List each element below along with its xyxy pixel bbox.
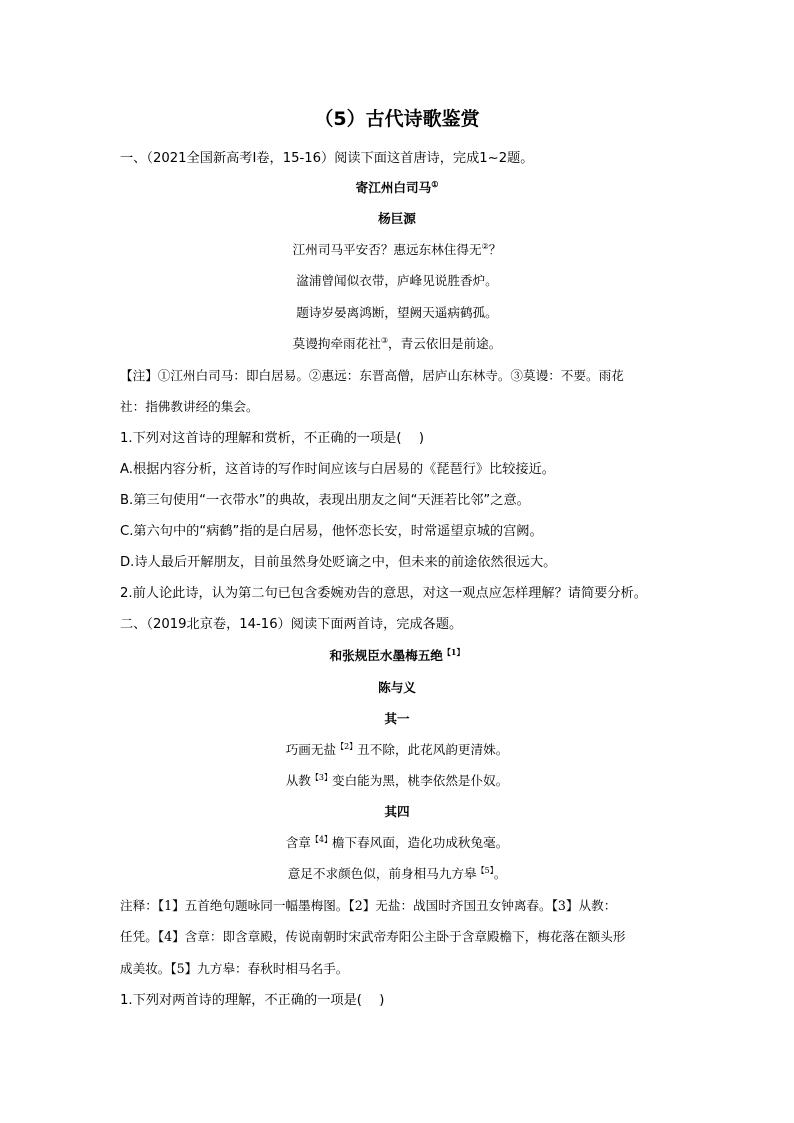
poem1-line-text: 湓浦曾闻似衣带，庐峰见说胜香炉。 [296, 273, 498, 288]
poem1-line [0, 239, 794, 258]
poem1-line-text: 江州司马平安否？惠远东林住得无 [292, 242, 482, 257]
poem1-line-note: ② [481, 241, 489, 251]
poem2-line-note: 【3】 [310, 772, 332, 782]
poem1-line-note: ③ [380, 335, 388, 345]
poem2-line-note: 【5】 [476, 865, 494, 875]
poem1-line-text: 莫谩拘牵雨花社 [292, 336, 381, 351]
poem2-title-note: 【1】 [442, 646, 465, 657]
poem2-line [0, 863, 794, 882]
poem2-line [0, 739, 794, 758]
option-b: B.第三句使用“一衣带水”的典故，表现出朋友之间“天涯若比邻”之意。 [120, 493, 530, 508]
poem1-line-end: ？ [488, 242, 502, 257]
option-d: D.诗人最后开解朋友，目前虽然身处贬谪之中，但未来的前途依然很远大。 [120, 555, 557, 570]
poem2-sub1: 其一 [384, 711, 410, 726]
poem2-line-end: 丑不除，此花风韵更清姝。 [357, 742, 509, 757]
poem2-title-text: 和张规臣水墨梅五绝 [329, 648, 443, 663]
question-1: 1.下列对这首诗的理解和赏析，不正确的一项是( ) [120, 431, 424, 446]
poem2-line-note: 【2】 [336, 741, 358, 751]
poem1-line [0, 333, 794, 352]
option-a: A.根据内容分析，这首诗的写作时间应该与白居易的《琵琶行》比较接近。 [120, 462, 555, 477]
poem2-line-text: 从教 [285, 773, 311, 788]
poem2-line-end: 檐下春风面，造化功成秋兔毫。 [331, 835, 509, 850]
poem2-line [0, 832, 794, 851]
poem2-line-text: 巧画无盐 [285, 742, 337, 757]
poem2-line-end: 。 [493, 866, 507, 881]
section2-heading: 二、（2019北京卷，14-16）阅读下面两首诗，完成各题。 [120, 617, 463, 632]
option-c: C.第六句中的“病鹤”指的是白居易，他怀恋长安，时常遥望京城的宫阙。 [120, 524, 543, 539]
poem2-line-text: 含章 [285, 835, 311, 850]
poem1-line-text: 题诗岁晏离鸿断，望阙天遥病鹤孤。 [296, 305, 498, 320]
page-title: （5）古代诗歌鉴赏 [314, 108, 480, 130]
poem1-title-text: 寄江州白司马 [355, 180, 432, 195]
poem2-note: 任凭。【4】含章：即含章殿，传说南朝时宋武帝寿阳公主卧于含章殿檐下，梅花落在额头形 [120, 929, 626, 944]
section2-question-1: 1.下列对两首诗的理解，不正确的一项是( ) [120, 993, 385, 1008]
poem2-note: 注释：【1】五首绝句题咏同一幅墨梅图。【2】无盐：战国时齐国丑女钟离春。【3】从教： [120, 898, 617, 913]
poem2-line-end: 变白能为黑，桃李依然是仆奴。 [331, 773, 509, 788]
poem2-line [0, 770, 794, 789]
question-2: 2.前人论此诗，认为第二句已包含委婉劝告的意思，对这一观点应怎样理解？请简要分析。 [120, 586, 647, 601]
poem1-author: 杨巨源 [378, 211, 416, 226]
poem1-line-end: ，青云依旧是前途。 [387, 336, 502, 351]
poem2-note: 成美妆。【5】九方皋：春秋时相马名手。 [120, 961, 349, 976]
poem2-title [0, 645, 794, 664]
poem1-line [0, 302, 794, 321]
poem2-line-text: 意足不求颜色似，前身相马九方皋 [287, 866, 477, 881]
poem2-author: 陈与义 [378, 680, 416, 695]
poem1-title [0, 177, 794, 196]
poem1-note: 社：指佛教讲经的集会。 [120, 399, 259, 414]
poem2-sub2: 其四 [384, 804, 410, 819]
poem2-line-note: 【4】 [310, 834, 332, 844]
section1-heading: 一、（2021全国新高考Ⅰ卷，15-16）阅读下面这首唐诗，完成1~2题。 [120, 151, 534, 166]
poem1-title-note: ① [431, 178, 439, 189]
poem1-line [0, 270, 794, 289]
poem1-note: 【注】①江州白司马：即白居易。②惠远：东晋高僧，居庐山东林寺。③莫谩：不要。雨花 [120, 368, 624, 383]
